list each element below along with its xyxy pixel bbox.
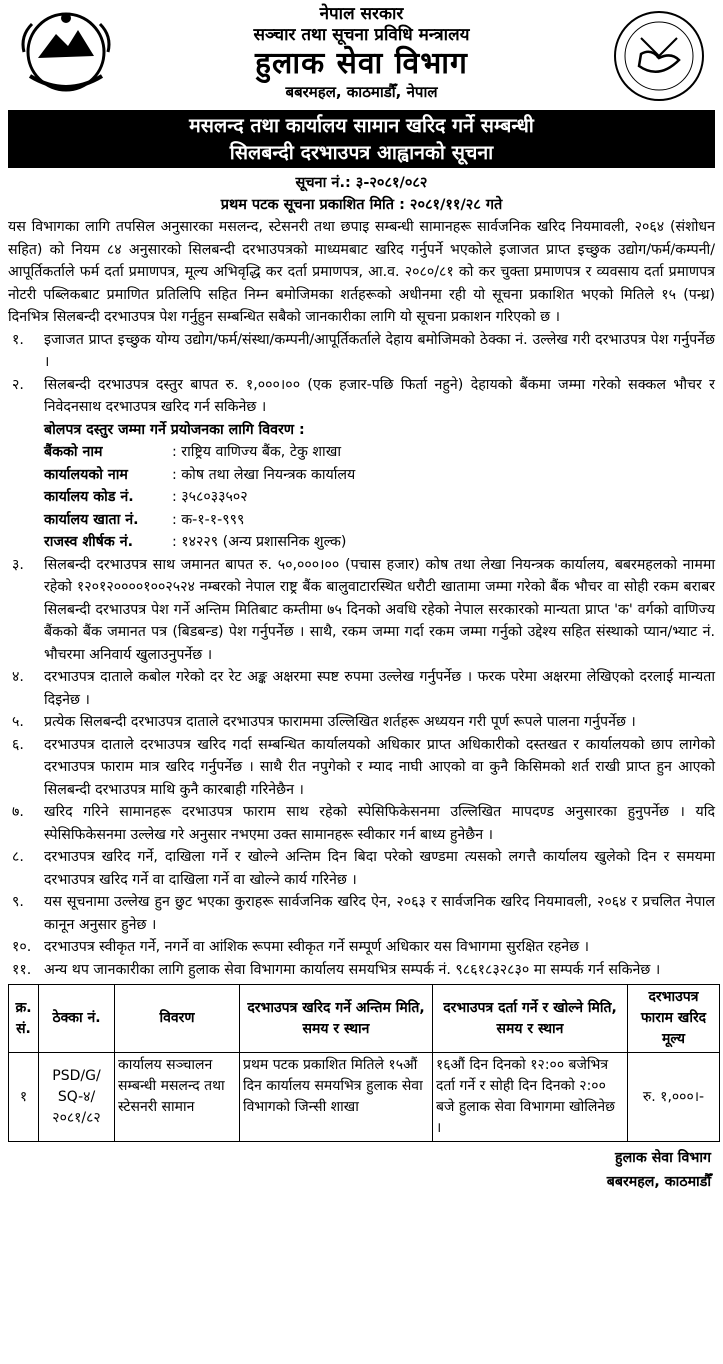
ministry-name: सञ्चार तथा सूचना प्रविधि मन्त्रालय — [253, 25, 470, 45]
details-value: : कोष तथा लेखा नियन्त्रक कार्यालय — [172, 466, 356, 483]
item-number: ११. — [12, 961, 32, 978]
signature-office: हुलाक सेवा विभाग — [615, 1150, 711, 1166]
details-value: : क-१-१-९९९ — [172, 511, 245, 528]
cell-submit-open: १६औं दिन दिनको १२:०० बजेभित्र दर्ता गर्ने र सोही दिन दिनको २:०० बजे हुलाक सेवा विभागमा खोलिनेछ । — [433, 1053, 628, 1142]
item-text: खरिद गरिने सामानहरू दरभाउपत्र फाराम साथ रहेको स्पेसिफिकेसनमा उल्लिखित मापदण्ड अनुसारका हुनुपर्नेछ । यदि स्पेसिफिकेसनमा उल्लेख गरे अनुसार नभएमा उक्त सामानहरू स्वीकार गर्न बाध्य हुनेछैन । — [44, 804, 715, 843]
cell-sn: १ — [9, 1053, 39, 1142]
details-key: कार्यालय खाता नं. — [44, 511, 139, 528]
nepal-emblem-icon — [16, 6, 116, 102]
item-text: सिलबन्दी दरभाउपत्र दस्तुर बापत रु. १,०००।०० (एक हजार-पछि फिर्ता नहुने) देहायको बैंकमा जम्मा गरेको सक्कल भौचर र निवेदनसाथ दरभाउपत्र खरिद गर्न सकिनेछ । — [44, 376, 715, 415]
item-number: ३. — [12, 556, 24, 573]
postal-logo-icon — [611, 8, 707, 104]
details-row — [44, 486, 715, 509]
item-number: ९. — [12, 894, 24, 910]
item-text: दरभाउपत्र खरिद गर्ने, दाखिला गर्ने र खोल्ने अन्तिम दिन बिदा परेको खण्डमा त्यसको लगत्तै कार्यालय खुलेको दिन र समयमा दरभाउपत्र खरिद गर्ने वा दाखिला गर्ने वा खोल्ने कार्य गरिनेछ । — [44, 849, 715, 888]
notice-number: सूचना नं.: ३-२०८१/०८२ — [295, 175, 428, 191]
cell-purchase: प्रथम पटक प्रकाशित मितिले १५औं दिन कार्यालय समयभित्र हुलाक सेवा विभागको जिन्सी शाखा — [240, 1053, 433, 1142]
fee-deposit-details — [8, 419, 715, 554]
cell-price: रु. १,०००।- — [628, 1053, 720, 1142]
item-text: इजाजत प्राप्त इच्छुक योग्य उद्योग/फर्म/संस्था/कम्पनी/आपूर्तिकर्ताले देहाय बमोजिमको ठेक्का नं. उल्लेख गरी दरभाउपत्र पेश गर्नुपर्नेछ । — [44, 331, 715, 370]
col-description: विवरण — [115, 985, 240, 1053]
item-number: १. — [12, 331, 24, 348]
list-item — [8, 329, 715, 374]
notice-title-line-2: सिलबन्दी दरभाउपत्र आह्वानको सूचना — [229, 141, 494, 164]
item-number: ५. — [12, 714, 24, 730]
details-value: : १४२२९ (अन्य प्रशासनिक शुल्क) — [172, 534, 347, 550]
col-submit-open: दरभाउपत्र दर्ता गर्ने र खोल्ने मिति, समय र स्थान — [433, 985, 628, 1053]
letterhead — [8, 0, 715, 108]
tender-table — [8, 984, 720, 1142]
col-price: दरभाउपत्र फाराम खरिद मूल्य — [628, 985, 720, 1053]
item-text: सिलबन्दी दरभाउपत्र साथ जमानत बापत रु. ५०,०००।०० (पचास हजार) कोष तथा लेखा नियन्त्रक कार्यालय, बबरमहलको नाममा रहेको १२०१२००००१००२५२४ नम्बरको नेपाल राष्ट्र बैंक बालुवाटारस्थित धरौटी खातामा जम्मा गरेको बैंक भौचर वा सोही रकम बराबर सिलबन्दी दरभाउपत्र पेश गर्ने अन्तिम मितिबाट कम्तीमा ७५ दिनको अवधि रहेको नेपाल सरकारको मान्यता प्राप्त 'क' वर्गको वाणिज्य बैंकको बैंक जमानत पत्र (बिडबन्ड) पेश गर्नुपर्नेछ । साथै, रकम जम्मा गर्दा रकम जम्मा गर्नुको उद्देश्य सहित संस्थाको प्यान/भ्याट नं. भौचरमा अनिवार्य खुलाउनुपर्नेछ । — [44, 556, 715, 663]
list-item — [8, 891, 715, 936]
item-number: २. — [12, 376, 24, 393]
notice-title-banner — [8, 110, 715, 168]
table-header-row — [9, 985, 720, 1053]
list-item — [8, 711, 715, 734]
list-item — [8, 374, 715, 419]
list-item — [8, 554, 715, 667]
col-purchase: दरभाउपत्र खरिद गर्ने अन्तिम मिति, समय र स्थान — [240, 985, 433, 1053]
item-number: १०. — [12, 939, 32, 955]
signature-address: बबरमहल, काठमाडौँ — [606, 1174, 711, 1190]
item-text: प्रत्येक सिलबन्दी दरभाउपत्र दाताले दरभाउपत्र फाराममा उल्लिखित शर्तहरू अध्ययन गरी पूर्ण रूपले पालना गर्नुपर्नेछ । — [44, 714, 636, 730]
col-sn: क्र. सं. — [9, 985, 39, 1053]
department-address: बबरमहल, काठमाडौँ, नेपाल — [285, 83, 438, 101]
details-key: बैंकको नाम — [44, 444, 103, 460]
notice-title-line-1: मसलन्द तथा कार्यालय सामान खरिद गर्ने सम्बन्धी — [189, 114, 534, 137]
list-item — [8, 959, 715, 982]
list-item — [8, 846, 715, 891]
item-text: यस सूचनामा उल्लेख हुन छुट भएका कुराहरू सार्वजनिक खरिद ऐन, २०६३ र सार्वजनिक खरिद नियमावली, २०६४ र प्रचलित नेपाल कानून अनुसार हुनेछ । — [44, 894, 715, 933]
details-row — [44, 531, 715, 554]
details-row — [44, 464, 715, 487]
list-item — [8, 666, 715, 711]
department-name: हुलाक सेवा विभाग — [255, 46, 468, 81]
publication-date: प्रथम पटक सूचना प्रकाशित मिति : २०८१/११/२८ गते — [220, 197, 503, 213]
item-number: ८. — [12, 849, 24, 865]
govt-name: नेपाल सरकार — [319, 4, 404, 24]
details-key: कार्यालयको नाम — [44, 466, 128, 483]
intro-paragraph: यस विभागका लागि तपसिल अनुसारका मसलन्द, स्टेसनरी तथा छपाइ सम्बन्धी सामानहरू सार्वजनिक खरिद नियमावली, २०६४ (संशोधन सहित) को नियम ८४ अनुसारको सिलबन्दी दरभाउपत्रको माध्यमबाट खरिद गर्नुपर्ने भएकोले इजाजत प्राप्त इच्छुक उद्योग/फर्म/कम्पनी/आपूर्तिकर्ताले फर्म दर्ता प्रमाणपत्र, मूल्य अभिवृद्धि कर दर्ता प्रमाणपत्र, आ.व. २०८०/८१ को कर चुक्ता प्रमाणपत्र र व्यवसाय दर्ता प्रमाणपत्र नोटरी पब्लिकबाट प्रमाणित प्रतिलिपि सहित निम्न बमोजिमका शर्तहरूको अधीनमा रही यो सूचना प्रकाशित भएको मितिले १५ (पन्ध्र) दिनभित्र सिलबन्दी दरभाउपत्र पेश गर्नुहुन सम्बन्धित सबैको जानकारीका लागि यो सूचना प्रकाशन गरिएको छ । — [8, 219, 715, 325]
details-row — [44, 509, 715, 532]
details-value: : राष्ट्रिय वाणिज्य बैंक, टेकु शाखा — [172, 444, 341, 460]
col-contract: ठेक्का नं. — [39, 985, 115, 1053]
cell-contract: PSD/G/ SQ-४/ २०८१/८२ — [39, 1053, 115, 1142]
item-text: दरभाउपत्र दाताले कबोल गरेको दर रेट अङ्क अक्षरमा स्पष्ट रुपमा उल्लेख गर्नुपर्नेछ । फरक परेमा अक्षरमा लेखिएको दरलाई मान्यता दिइनेछ । — [44, 669, 715, 708]
item-text: दरभाउपत्र स्वीकृत गर्ने, नगर्ने वा आंशिक रूपमा स्वीकृत गर्ने सम्पूर्ण अधिकार यस विभागमा सुरक्षित रहनेछ । — [44, 939, 589, 955]
table-row — [9, 1053, 720, 1142]
list-item — [8, 801, 715, 846]
list-item — [8, 734, 715, 802]
signature-block — [8, 1146, 715, 1194]
details-key: राजस्व शीर्षक नं. — [44, 534, 133, 550]
item-number: ६. — [12, 736, 24, 753]
details-heading: बोलपत्र दस्तुर जम्मा गर्ने प्रयोजनका लागि विवरण : — [44, 421, 305, 438]
item-text: अन्य थप जानकारीका लागि हुलाक सेवा विभागमा कार्यालय समयभित्र सम्पर्क नं. ९८६१८३२८३० मा सम्पर्क गर्न सकिनेछ । — [44, 961, 661, 978]
item-number: ४. — [12, 669, 24, 685]
details-row — [44, 441, 715, 464]
cell-description: कार्यालय सञ्चालन सम्बन्धी मसलन्द तथा स्टेसनरी सामान — [115, 1053, 240, 1142]
item-number: ७. — [12, 804, 24, 820]
details-key: कार्यालय कोड नं. — [44, 489, 134, 505]
details-value: : ३५८०३३५०२ — [172, 489, 248, 505]
list-item — [8, 936, 715, 959]
item-text: दरभाउपत्र दाताले दरभाउपत्र खरिद गर्दा सम्बन्धित कार्यालयको अधिकार प्राप्त अधिकारीको दस्तखत र कार्यालयको छाप लागेको दरभाउपत्र फाराम मात्र खरिद गर्नुपर्नेछ । साथै रीत नपुगेको र म्याद नाघी आएको वा कुनै किसिमको शर्त राखी प्राप्त हुन आएको सिलबन्दी दरभाउपत्र माथि कुनै कारबाही गरिनेछैन । — [44, 736, 715, 798]
